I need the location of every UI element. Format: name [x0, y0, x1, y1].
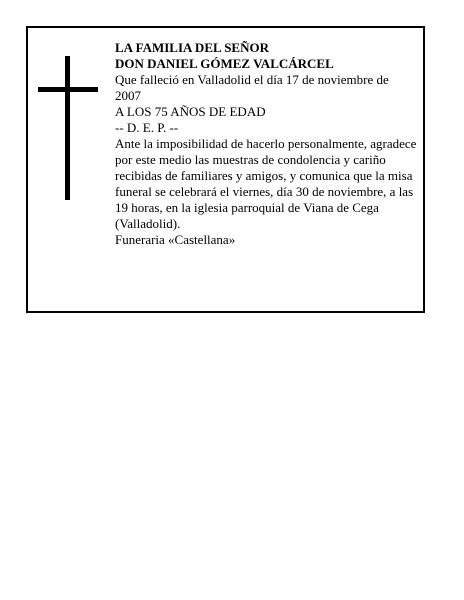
rip-line: -- D. E. P. --: [115, 120, 179, 135]
age-line: A LOS 75 AÑOS DE EDAD: [115, 104, 266, 119]
body-text: Ante la imposibilidad de hacerlo personalmente, agradece por este medio las muestras de condolencia y cariño recibidas de familiares y amigos, y comunica que la misa funeral se celebrará el viernes, día 30 de noviembre, a las 19 horas, en la iglesia parroquial de Viana de Cega (Valladolid).: [115, 136, 417, 231]
funeral-home: Funeraria «Castellana»: [115, 232, 236, 247]
title-line-2: DON DANIEL GÓMEZ VALCÁRCEL: [115, 56, 334, 71]
cross-vertical-bar: [65, 56, 70, 200]
title-line-1: LA FAMILIA DEL SEÑOR: [115, 40, 269, 55]
cross-horizontal-bar: [38, 87, 98, 92]
obituary-notice: [26, 26, 425, 313]
death-line: Que falleció en Valladolid el día 17 de noviembre de 2007: [115, 72, 389, 103]
notice-text: [115, 40, 417, 248]
cross-icon: [38, 56, 98, 200]
